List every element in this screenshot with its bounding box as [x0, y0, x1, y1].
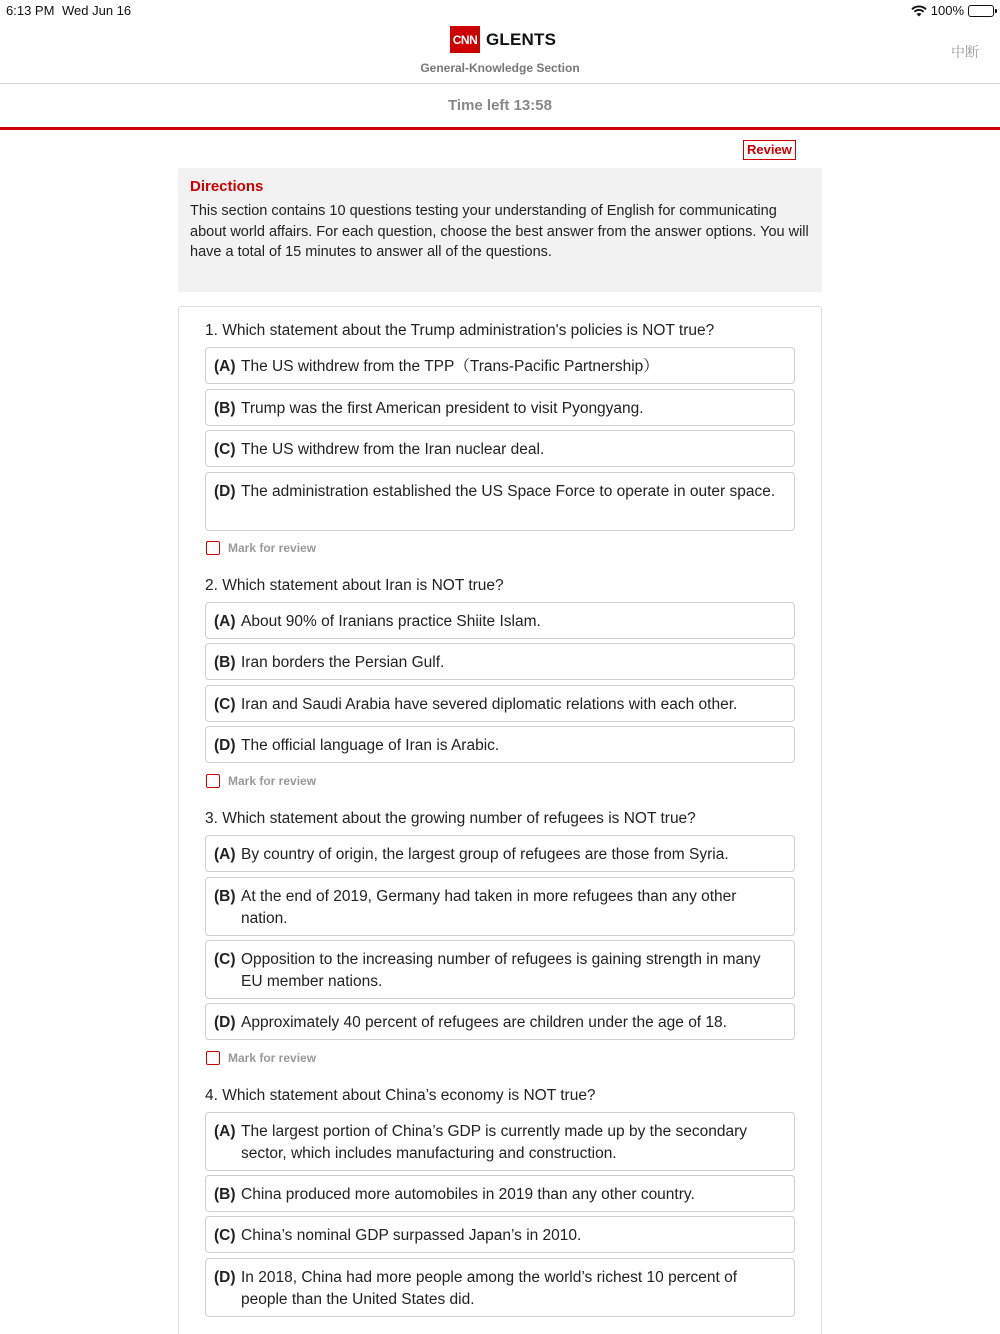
option-text: The US withdrew from the Iran nuclear deal.	[241, 441, 545, 458]
option-letter: (D)	[214, 483, 236, 500]
mark-for-review[interactable]	[206, 774, 316, 788]
wifi-icon	[911, 5, 927, 17]
app-header	[0, 22, 1000, 84]
cnn-logo: CNN	[450, 26, 480, 53]
option-text: The US withdrew from the TPP（Trans-Pacific Partnership）	[241, 358, 659, 375]
answer-option[interactable]	[205, 940, 795, 999]
battery-percent: 100%	[930, 3, 964, 18]
answer-option[interactable]	[205, 472, 795, 531]
time-left: Time left 13:58	[448, 97, 552, 114]
directions-panel	[178, 168, 822, 292]
answer-option[interactable]	[205, 1258, 795, 1317]
option-text: By country of origin, the largest group of refugees are those from Syria.	[241, 846, 729, 863]
mark-for-review[interactable]	[206, 1051, 316, 1065]
option-letter: (D)	[214, 1014, 236, 1031]
brand-name: GLENTS	[486, 29, 557, 49]
option-text: Approximately 40 percent of refugees are children under the age of 18.	[241, 1014, 727, 1031]
status-time: 6:13 PM	[6, 3, 55, 18]
option-letter: (B)	[214, 888, 236, 905]
option-text: Iran and Saudi Arabia have severed diplomatic relations with each other.	[241, 696, 738, 713]
status-indicators	[911, 3, 994, 18]
answer-option[interactable]	[205, 877, 795, 936]
option-text: In 2018, China had more people among the world’s richest 10 percent of people than the United States did.	[241, 1269, 738, 1308]
option-text: Iran borders the Persian Gulf.	[241, 654, 445, 671]
directions-title: Directions	[190, 178, 264, 195]
mark-checkbox[interactable]	[206, 541, 220, 555]
answer-option[interactable]	[205, 602, 795, 639]
option-text: About 90% of Iranians practice Shiite Islam.	[241, 613, 541, 630]
mark-label: Mark for review	[228, 1051, 317, 1065]
option-letter: (C)	[214, 441, 236, 458]
section-name: General-Knowledge Section	[420, 61, 580, 75]
answer-option[interactable]	[205, 1216, 795, 1253]
mark-checkbox[interactable]	[206, 774, 220, 788]
answer-option[interactable]	[205, 643, 795, 680]
directions-text: This section contains 10 questions testing your understanding of English for communicating about world affairs. For each question, choose the best answer from the answer options. You will have a total of 15 minutes to answer all of the questions.	[190, 203, 809, 260]
review-button[interactable]: Review	[743, 140, 796, 160]
answer-option[interactable]	[205, 1112, 795, 1171]
answer-option[interactable]	[205, 1003, 795, 1040]
mark-for-review[interactable]	[206, 541, 316, 555]
option-text: The administration established the US Space Force to operate in outer space.	[241, 483, 776, 500]
mark-label: Mark for review	[228, 774, 317, 788]
option-letter: (C)	[214, 696, 236, 713]
answer-option[interactable]	[205, 685, 795, 722]
mark-label: Mark for review	[228, 541, 317, 555]
option-text: Trump was the first American president to visit Pyongyang.	[241, 400, 644, 417]
option-letter: (D)	[214, 1269, 236, 1286]
option-text: The largest portion of China’s GDP is currently made up by the secondary sector, which includes manufacturing and construction.	[241, 1123, 748, 1162]
answer-option[interactable]	[205, 430, 795, 467]
option-text: At the end of 2019, Germany had taken in more refugees than any other nation.	[241, 888, 737, 927]
question-title: 3. Which statement about the growing number of refugees is NOT true?	[205, 810, 696, 827]
option-text: China produced more automobiles in 2019 than any other country.	[241, 1186, 695, 1203]
answer-option[interactable]	[205, 726, 795, 763]
status-bar	[0, 0, 1000, 22]
question-title: 4. Which statement about China’s economy is NOT true?	[205, 1087, 596, 1104]
option-letter: (B)	[214, 400, 236, 417]
option-letter: (C)	[214, 1227, 236, 1244]
option-letter: (B)	[214, 1186, 236, 1203]
option-letter: (A)	[214, 846, 236, 863]
option-letter: (C)	[214, 951, 236, 968]
answer-option[interactable]	[205, 1175, 795, 1212]
option-text: China’s nominal GDP surpassed Japan’s in 2010.	[241, 1227, 582, 1244]
question-title: 2. Which statement about Iran is NOT true?	[205, 577, 504, 594]
option-letter: (B)	[214, 654, 236, 671]
option-text: The official language of Iran is Arabic.	[241, 737, 500, 754]
interrupt-button[interactable]: 中断	[951, 45, 979, 61]
battery-icon	[968, 5, 994, 17]
option-letter: (A)	[214, 613, 236, 630]
answer-option[interactable]	[205, 347, 795, 384]
option-letter: (D)	[214, 737, 236, 754]
divider	[0, 127, 1000, 130]
status-date: Wed Jun 16	[62, 3, 132, 18]
option-letter: (A)	[214, 358, 236, 375]
mark-checkbox[interactable]	[206, 1051, 220, 1065]
brand	[450, 26, 556, 53]
answer-option[interactable]	[205, 389, 795, 426]
option-text: Opposition to the increasing number of refugees is gaining strength in many EU member nations.	[241, 951, 761, 990]
question-title: 1. Which statement about the Trump administration's policies is NOT true?	[205, 322, 715, 339]
option-letter: (A)	[214, 1123, 236, 1140]
answer-option[interactable]	[205, 835, 795, 872]
